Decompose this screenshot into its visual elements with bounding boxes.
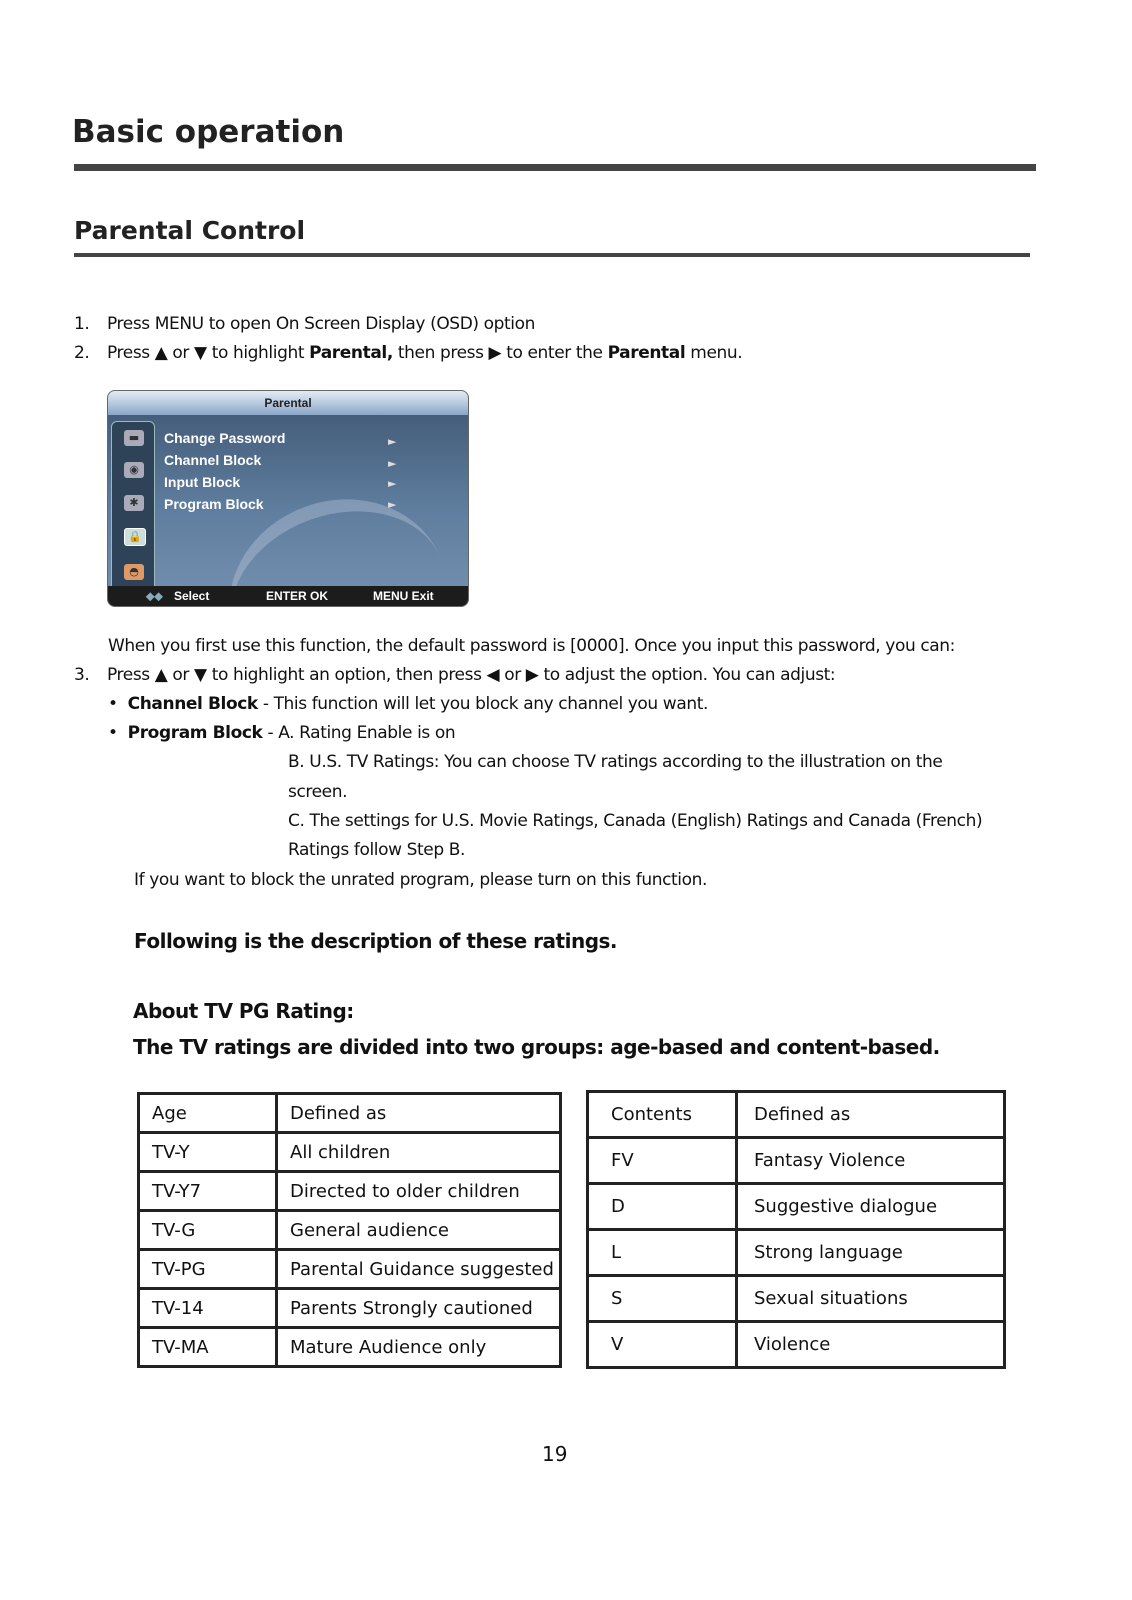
footer-exit: MENU Exit	[373, 589, 434, 603]
osd-sidebar	[111, 421, 155, 593]
cell: Strong language	[737, 1230, 1005, 1276]
table-header-row	[139, 1094, 561, 1133]
cell: S	[588, 1276, 737, 1322]
lock-icon: 🔒	[124, 528, 146, 546]
osd-parental-menu	[107, 390, 469, 607]
bullet-text: - A. Rating Enable is on	[262, 723, 456, 743]
program-block-b: B. U.S. TV Ratings: You can choose TV ratings according to the illustration on the	[288, 752, 943, 772]
cell: FV	[588, 1138, 737, 1184]
divider	[74, 164, 1036, 171]
table-row	[139, 1328, 561, 1367]
step-3: 3. Press ▲ or ▼ to highlight an option, then press ◀ or ▶ to adjust the option. You can adjust:	[74, 665, 836, 685]
step-text: menu.	[685, 343, 743, 363]
unrated-note: If you want to block the unrated program, please turn on this function.	[134, 870, 708, 890]
cell: General audience	[277, 1211, 561, 1250]
header-cell: Defined as	[737, 1092, 1005, 1138]
cell: TV-G	[139, 1211, 277, 1250]
channel-icon: ◓	[124, 564, 144, 580]
bold-term: Parental	[607, 343, 686, 363]
bullet-text: - This function will let you block any channel you want.	[257, 694, 708, 714]
cell: Fantasy Violence	[737, 1138, 1005, 1184]
table-row	[139, 1172, 561, 1211]
step-1: 1. Press MENU to open On Screen Display (OSD) option	[74, 314, 535, 334]
table-row	[139, 1289, 561, 1328]
cell: L	[588, 1230, 737, 1276]
arrow-right-icon: ►	[388, 498, 397, 511]
osd-title: Parental	[108, 391, 468, 415]
about-heading: About TV PG Rating:	[133, 999, 354, 1023]
cell: Parents Strongly cautioned	[277, 1289, 561, 1328]
header-cell: Defined as	[277, 1094, 561, 1133]
password-note: When you first use this function, the default password is [0000]. Once you input this password, you can:	[108, 636, 955, 656]
step-text: Press ▲ or ▼ to highlight an option, then press ◀ or ▶ to adjust the option. You can adjust:	[107, 665, 836, 685]
section-heading: Basic operation	[72, 114, 345, 150]
footer-enter: ENTER OK	[266, 589, 329, 603]
updown-arrows-icon: ⬥⬥	[146, 589, 163, 603]
program-block-b-cont: screen.	[288, 782, 348, 802]
cell: TV-14	[139, 1289, 277, 1328]
program-block-c: C. The settings for U.S. Movie Ratings, Canada (English) Ratings and Canada (French)	[288, 811, 983, 831]
step-text: Press ▲ or ▼ to highlight	[107, 343, 310, 363]
picture-icon: ▬	[124, 430, 144, 446]
header-cell: Contents	[588, 1092, 737, 1138]
arrow-right-icon: ►	[388, 435, 397, 448]
cell: D	[588, 1184, 737, 1230]
menu-item-input-block[interactable]: Input Block	[164, 474, 241, 490]
menu-item-channel-block[interactable]: Channel Block	[164, 452, 262, 468]
osd-footer	[108, 586, 468, 606]
cell: TV-Y	[139, 1133, 277, 1172]
table-row	[588, 1138, 1005, 1184]
menu-item-program-block[interactable]: Program Block	[164, 496, 264, 512]
divider	[74, 253, 1030, 257]
cell: V	[588, 1322, 737, 1368]
arrow-right-icon: ►	[388, 457, 397, 470]
bold-term: Parental,	[309, 343, 393, 363]
table-row	[139, 1250, 561, 1289]
cell: Sexual situations	[737, 1276, 1005, 1322]
cell: TV-Y7	[139, 1172, 277, 1211]
program-block-c-cont: Ratings follow Step B.	[288, 840, 465, 860]
table-row	[139, 1211, 561, 1250]
bullet-program-block: • Program Block - A. Rating Enable is on	[108, 723, 456, 743]
cell: Suggestive dialogue	[737, 1184, 1005, 1230]
arrow-right-icon: ►	[388, 477, 397, 490]
bold-term: Program Block	[127, 723, 263, 743]
page-number: 19	[542, 1442, 568, 1466]
cell: Mature Audience only	[277, 1328, 561, 1367]
menu-item-change-password[interactable]: Change Password	[164, 430, 286, 446]
header-cell: Age	[139, 1094, 277, 1133]
age-ratings-table	[137, 1092, 562, 1368]
cell: Parental Guidance suggested	[277, 1250, 561, 1289]
groups-heading: The TV ratings are divided into two groups: age-based and content-based.	[133, 1035, 940, 1059]
step-text: Press MENU to open On Screen Display (OSD) option	[107, 314, 535, 334]
step-text: then press ▶ to enter the	[392, 343, 608, 363]
footer-select: Select	[174, 589, 210, 603]
page-title: Parental Control	[74, 216, 306, 245]
cell: All children	[277, 1133, 561, 1172]
table-row	[588, 1276, 1005, 1322]
content-ratings-table	[586, 1090, 1006, 1369]
table-row	[588, 1184, 1005, 1230]
bold-term: Channel Block	[127, 694, 258, 714]
cell: TV-MA	[139, 1328, 277, 1367]
setup-icon: ✱	[124, 495, 144, 511]
table-header-row	[588, 1092, 1005, 1138]
cell: Directed to older children	[277, 1172, 561, 1211]
cell: TV-PG	[139, 1250, 277, 1289]
table-row	[588, 1322, 1005, 1368]
cell: Violence	[737, 1322, 1005, 1368]
ratings-heading: Following is the description of these ratings.	[134, 929, 618, 953]
step-2: 2. Press ▲ or ▼ to highlight Parental, then press ▶ to enter the Parental menu.	[74, 343, 743, 363]
sound-icon: ◉	[124, 462, 144, 478]
bullet-channel-block: • Channel Block - This function will let you block any channel you want.	[108, 694, 708, 714]
table-row	[588, 1230, 1005, 1276]
table-row	[139, 1133, 561, 1172]
